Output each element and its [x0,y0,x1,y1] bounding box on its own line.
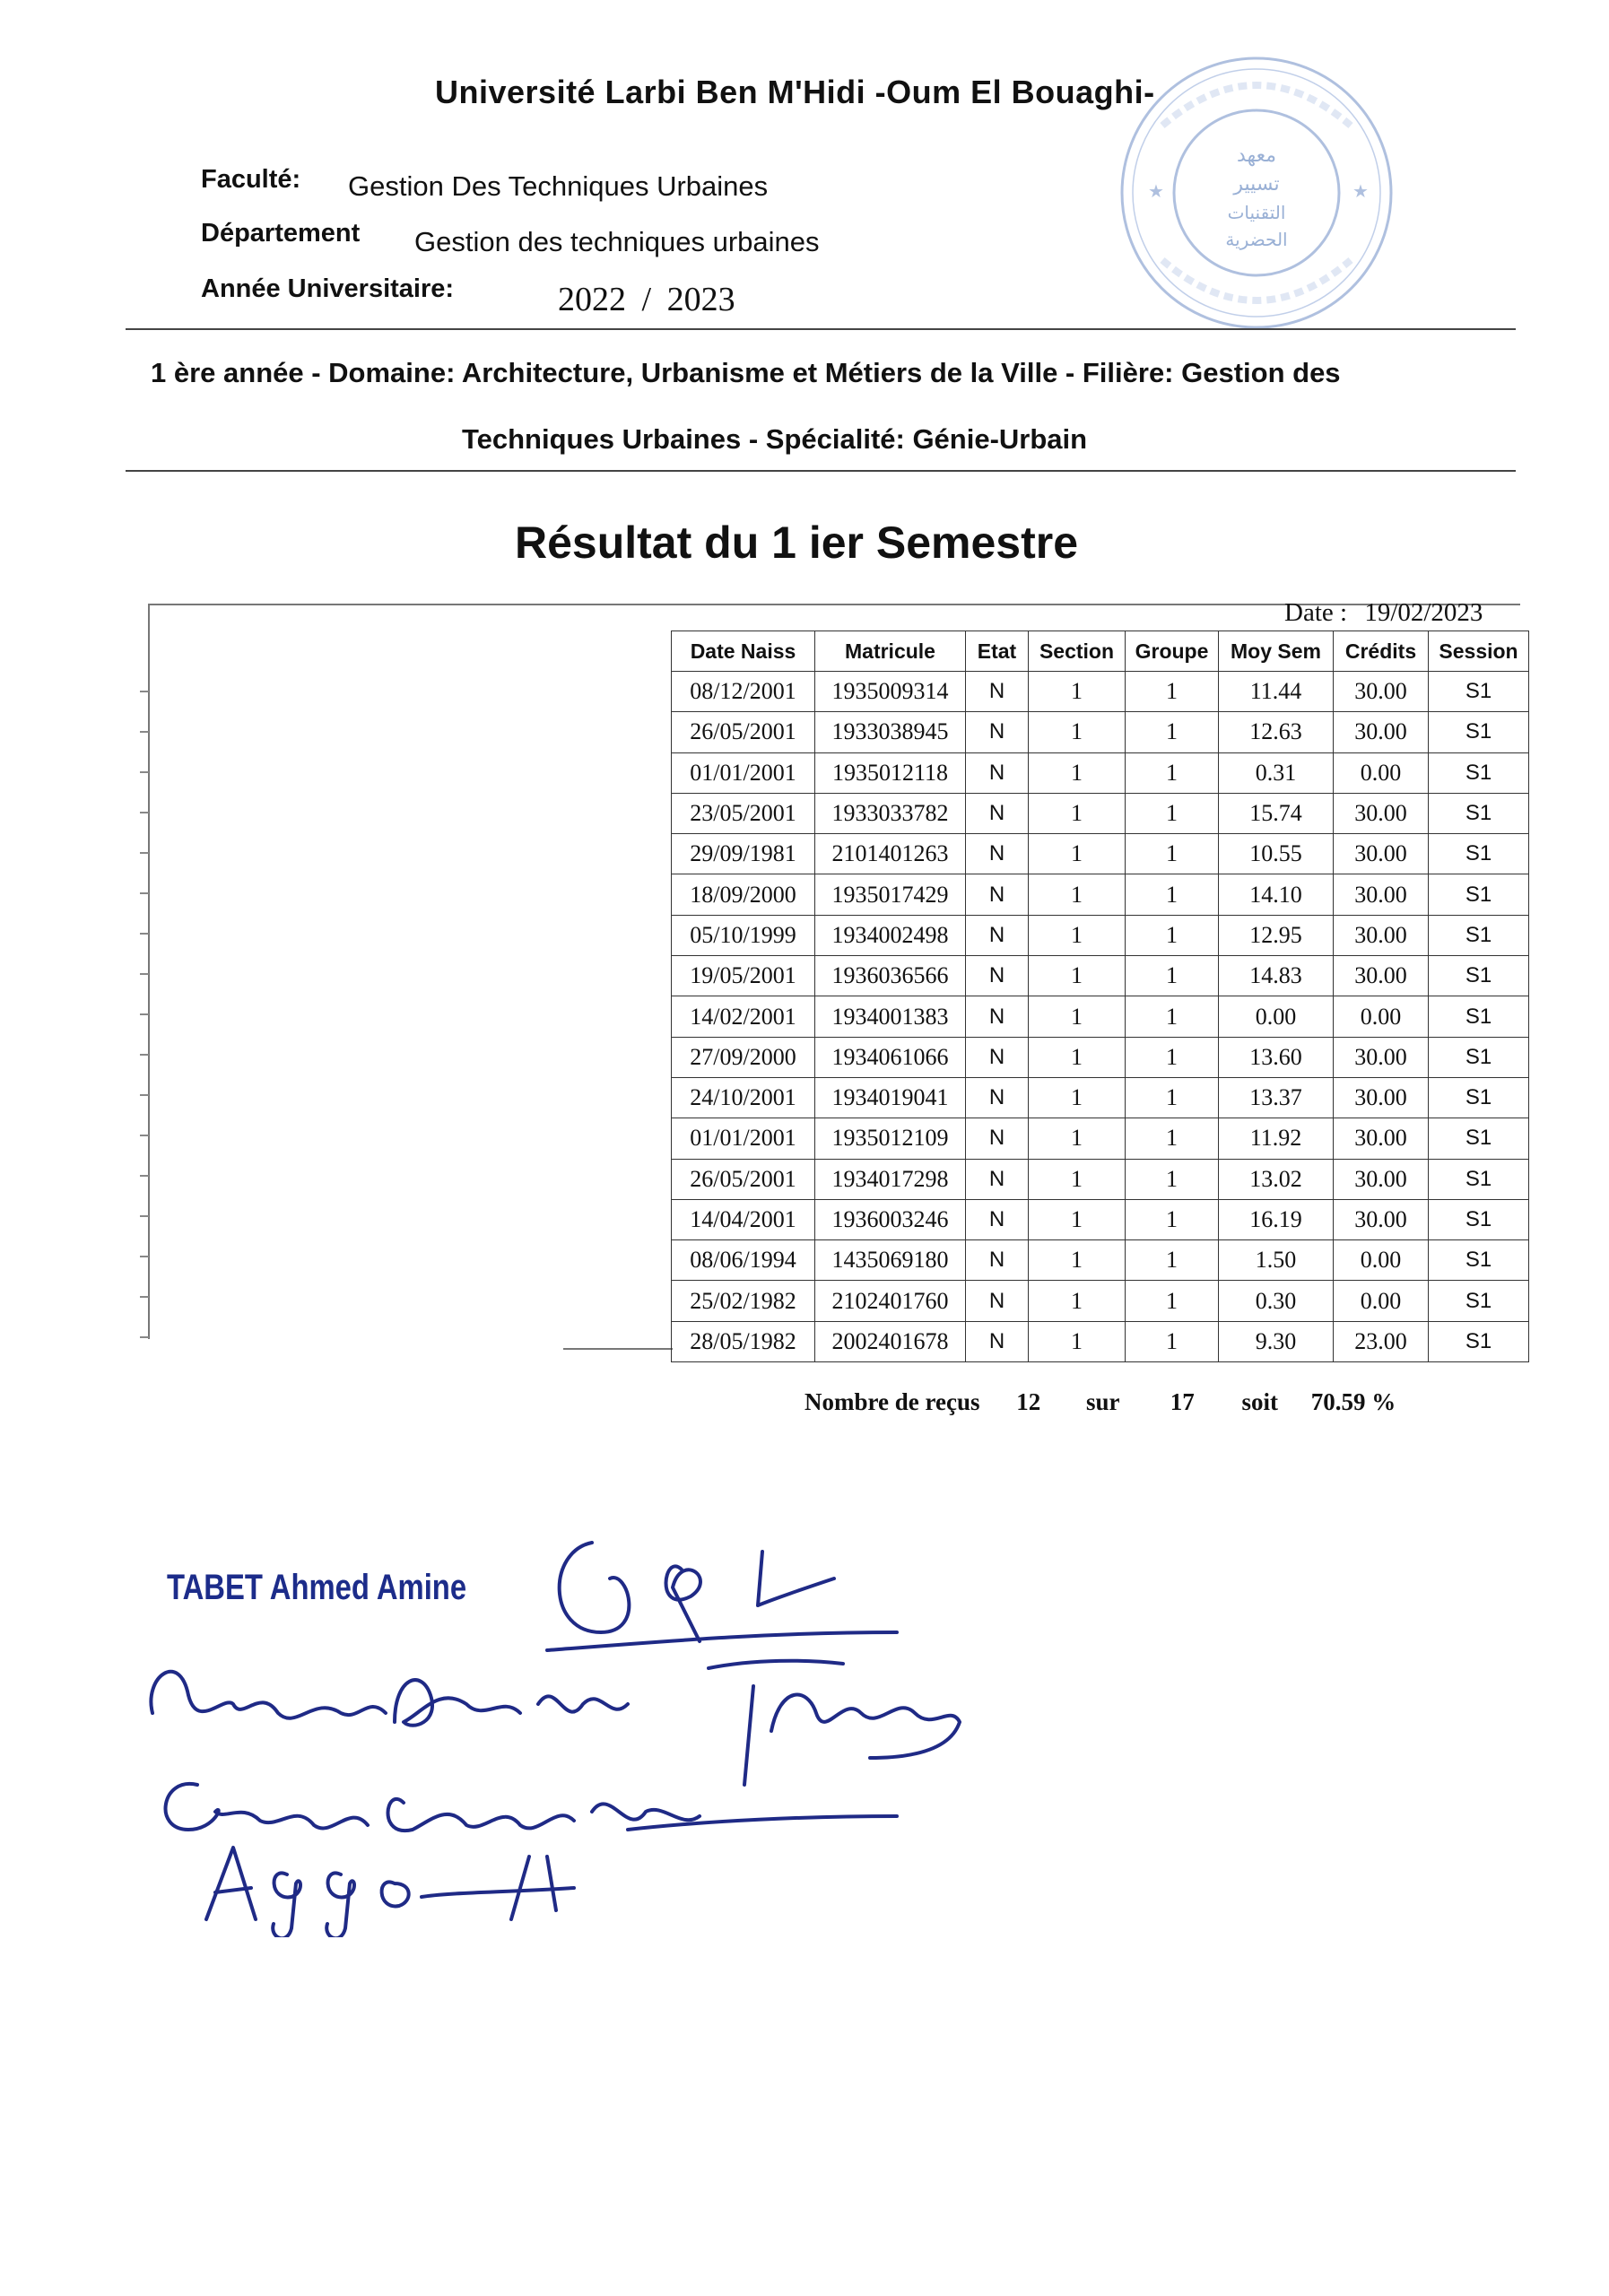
table-cell: 23/05/2001 [672,793,815,833]
table-cell: 1 [1029,712,1126,752]
table-cell: 29/09/1981 [672,834,815,874]
table-cell: 1 [1029,834,1126,874]
table-cell: 1 [1029,793,1126,833]
table-cell: 26/05/2001 [672,1159,815,1199]
table-row [672,915,1529,955]
table-row [672,1118,1529,1159]
frame-tick [140,691,149,692]
svg-text:الحضرية: الحضرية [1225,229,1288,250]
table-cell: 0.00 [1334,996,1429,1037]
signer-name: TABET Ahmed Amine [167,1568,467,1607]
table-cell: 1435069180 [815,1240,966,1281]
table-cell: 1936003246 [815,1199,966,1239]
frame-tick [140,1175,149,1177]
table-row [672,1281,1529,1321]
table-cell: S1 [1429,1321,1529,1361]
table-cell: N [966,752,1029,793]
table-cell: 1935009314 [815,672,966,712]
table-cell: N [966,712,1029,752]
table-cell: 30.00 [1334,1077,1429,1118]
table-cell: 1936036566 [815,956,966,996]
table-cell: 1 [1126,1321,1219,1361]
table-cell: 1 [1029,874,1126,915]
date-label: Date : [1284,598,1348,627]
program-line-2: Techniques Urbaines - Spécialité: Génie-Urbain [462,423,1088,455]
column-header: Matricule [815,631,966,672]
column-header: Date Naiss [672,631,815,672]
table-cell: 1 [1126,1199,1219,1239]
table-cell: S1 [1429,956,1529,996]
table-cell: S1 [1429,1281,1529,1321]
table-cell: S1 [1429,712,1529,752]
frame-tick [140,1135,149,1136]
total-count: 17 [1170,1388,1195,1415]
table-row [672,752,1529,793]
table-cell: 23.00 [1334,1321,1429,1361]
table-cell: 1 [1126,1037,1219,1077]
table-cell: S1 [1429,874,1529,915]
program-line-1: 1 ère année - Domaine: Architecture, Urbanisme et Métiers de la Ville - Filière: Gestion des [151,357,1341,388]
table-cell: 0.30 [1219,1281,1334,1321]
table-cell: 11.44 [1219,672,1334,712]
table-row [672,834,1529,874]
table-cell: 1 [1126,712,1219,752]
table-cell: 12.95 [1219,915,1334,955]
svg-text:تسيير: تسيير [1233,173,1280,196]
table-cell: S1 [1429,1077,1529,1118]
university-name: Université Larbi Ben M'Hidi -Oum El Bouaghi- [435,74,1155,110]
table-row [672,1159,1529,1199]
table-cell: 19/05/2001 [672,956,815,996]
table-cell: 1933038945 [815,712,966,752]
table-cell: 24/10/2001 [672,1077,815,1118]
table-cell: N [966,874,1029,915]
column-header: Etat [966,631,1029,672]
table-cell: 0.00 [1219,996,1334,1037]
table-cell: 01/01/2001 [672,752,815,793]
table-row [672,793,1529,833]
table-cell: 1935017429 [815,874,966,915]
table-row [672,672,1529,712]
frame-tick [140,973,149,975]
faculty-value: Gestion Des Techniques Urbaines [348,170,769,202]
table-cell: 15.74 [1219,793,1334,833]
column-header: Moy Sem [1219,631,1334,672]
table-cell: N [966,1240,1029,1281]
table-row [672,1199,1529,1239]
table-cell: S1 [1429,1199,1529,1239]
date-value: 19/02/2023 [1364,598,1483,627]
table-cell: S1 [1429,915,1529,955]
table-cell: 1 [1029,956,1126,996]
column-header: Section [1029,631,1126,672]
svg-text:★: ★ [1352,182,1369,202]
table-cell: N [966,793,1029,833]
table-cell: 1 [1029,1240,1126,1281]
table-cell: 1 [1126,996,1219,1037]
table-cell: 1933033782 [815,793,966,833]
table-cell: 1934001383 [815,996,966,1037]
year-start: 2022 [558,281,626,318]
frame-tick [140,892,149,894]
table-cell: 30.00 [1334,1199,1429,1239]
year-end: 2023 [666,281,735,318]
svg-text:★: ★ [1148,182,1164,202]
table-cell: N [966,1199,1029,1239]
table-cell: N [966,1159,1029,1199]
table-cell: 30.00 [1334,1118,1429,1159]
received-count: 12 [1016,1388,1041,1415]
table-cell: N [966,1077,1029,1118]
table-cell: S1 [1429,1037,1529,1077]
table-cell: 1 [1029,1159,1126,1199]
soit-label: soit [1241,1388,1279,1415]
table-cell: S1 [1429,752,1529,793]
table-cell: 30.00 [1334,672,1429,712]
table-cell: 2102401760 [815,1281,966,1321]
table-cell: 1 [1126,1240,1219,1281]
frame-tick [140,852,149,854]
table-cell: 1 [1029,1118,1126,1159]
frame-tick [140,1094,149,1096]
frame-left-line [148,604,150,1339]
table-cell: 1934019041 [815,1077,966,1118]
svg-text:معهد: معهد [1236,144,1277,167]
table-cell: 0.00 [1334,1240,1429,1281]
department-value: Gestion des techniques urbaines [414,226,820,257]
table-cell: 14.10 [1219,874,1334,915]
table-cell: 1 [1126,1281,1219,1321]
faculty-label: Faculté: [201,165,301,194]
table-cell: N [966,1281,1029,1321]
table-cell: N [966,1321,1029,1361]
table-cell: 30.00 [1334,874,1429,915]
table-cell: S1 [1429,1159,1529,1199]
table-cell: 30.00 [1334,915,1429,955]
table-cell: 11.92 [1219,1118,1334,1159]
table-cell: 1 [1126,1118,1219,1159]
year-separator: / [641,281,652,318]
table-cell: 10.55 [1219,834,1334,874]
academic-year [558,280,735,319]
table-cell: N [966,956,1029,996]
column-header: Session [1429,631,1529,672]
table-cell: 26/05/2001 [672,712,815,752]
table-cell: 1 [1126,793,1219,833]
date-line [1284,598,1483,628]
table-cell: 0.00 [1334,752,1429,793]
table-cell: 1 [1029,915,1126,955]
table-cell: 30.00 [1334,793,1429,833]
table-cell: N [966,915,1029,955]
table-cell: 2002401678 [815,1321,966,1361]
table-cell: 30.00 [1334,1037,1429,1077]
frame-tick [140,812,149,813]
table-row [672,956,1529,996]
table-cell: 13.02 [1219,1159,1334,1199]
divider-line [126,328,1516,330]
table-cell: 1 [1126,874,1219,915]
table-cell: 08/12/2001 [672,672,815,712]
table-cell: 08/06/1994 [672,1240,815,1281]
table-cell: 13.37 [1219,1077,1334,1118]
table-cell: 30.00 [1334,1159,1429,1199]
table-row [672,1321,1529,1361]
table-cell: 1.50 [1219,1240,1334,1281]
table-cell: 1 [1126,915,1219,955]
table-cell: S1 [1429,1118,1529,1159]
table-cell: 1 [1029,996,1126,1037]
table-cell: N [966,996,1029,1037]
table-row [672,1037,1529,1077]
table-cell: 1 [1029,752,1126,793]
frame-tick [140,1013,149,1015]
department-label: Département [201,219,361,248]
table-row [672,1077,1529,1118]
table-cell: 05/10/1999 [672,915,815,955]
table-cell: 18/09/2000 [672,874,815,915]
page-title: Résultat du 1 ier Semestre [515,517,1079,568]
frame-tick [140,731,149,733]
percent-value: 70.59 % [1310,1388,1396,1415]
frame-tick [140,1054,149,1056]
table-cell: 14/04/2001 [672,1199,815,1239]
table-cell: 30.00 [1334,712,1429,752]
table-cell: 0.31 [1219,752,1334,793]
table-header-row [672,631,1529,672]
frame-tick [140,1256,149,1257]
table-cell: 1 [1126,752,1219,793]
svg-text:التقنيات: التقنيات [1227,202,1286,223]
table-cell: 13.60 [1219,1037,1334,1077]
summary-line [804,1388,1396,1416]
table-row [672,874,1529,915]
table-cell: S1 [1429,834,1529,874]
table-cell: 1 [1126,1159,1219,1199]
column-header: Crédits [1334,631,1429,672]
divider-line [126,470,1516,472]
table-cell: 1934061066 [815,1037,966,1077]
table-cell: 1934002498 [815,915,966,955]
frame-tick [140,933,149,935]
table-cell: 1 [1126,1077,1219,1118]
table-cell: 1935012109 [815,1118,966,1159]
table-cell: 25/02/1982 [672,1281,815,1321]
table-row [672,712,1529,752]
table-cell: S1 [1429,1240,1529,1281]
table-cell: 30.00 [1334,956,1429,996]
handwritten-signatures [126,1516,987,1937]
frame-tick [140,771,149,773]
table-cell: S1 [1429,996,1529,1037]
table-cell: 28/05/1982 [672,1321,815,1361]
sur-label: sur [1085,1388,1120,1415]
table-cell: 01/01/2001 [672,1118,815,1159]
results-body [672,672,1529,1362]
table-cell: 30.00 [1334,834,1429,874]
table-row [672,1240,1529,1281]
summary-label: Nombre de reçus [804,1388,980,1415]
table-cell: 1 [1029,1077,1126,1118]
table-cell: 1 [1126,672,1219,712]
results-table [671,631,1529,1362]
table-cell: 1934017298 [815,1159,966,1199]
year-label: Année Universitaire: [201,274,455,303]
table-cell: N [966,1118,1029,1159]
table-cell: 9.30 [1219,1321,1334,1361]
table-cell: N [966,834,1029,874]
table-cell: 1 [1029,1037,1126,1077]
table-cell: S1 [1429,672,1529,712]
column-header: Groupe [1126,631,1219,672]
table-cell: 27/09/2000 [672,1037,815,1077]
table-cell: N [966,1037,1029,1077]
frame-tick [140,1296,149,1298]
table-row [672,996,1529,1037]
table-cell: 1 [1029,1281,1126,1321]
table-cell: 1 [1029,672,1126,712]
table-cell: 14.83 [1219,956,1334,996]
table-cell: 2101401263 [815,834,966,874]
frame-tick [140,1215,149,1217]
table-cell: 1935012118 [815,752,966,793]
frame-tick [140,1336,149,1338]
table-cell: S1 [1429,793,1529,833]
table-cell: 0.00 [1334,1281,1429,1321]
table-cell: 1 [1029,1199,1126,1239]
frame-bottom-line [563,1348,673,1350]
table-cell: 1 [1126,834,1219,874]
table-cell: 14/02/2001 [672,996,815,1037]
table-cell: 12.63 [1219,712,1334,752]
table-cell: N [966,672,1029,712]
table-cell: 16.19 [1219,1199,1334,1239]
table-cell: 1 [1029,1321,1126,1361]
table-cell: 1 [1126,956,1219,996]
